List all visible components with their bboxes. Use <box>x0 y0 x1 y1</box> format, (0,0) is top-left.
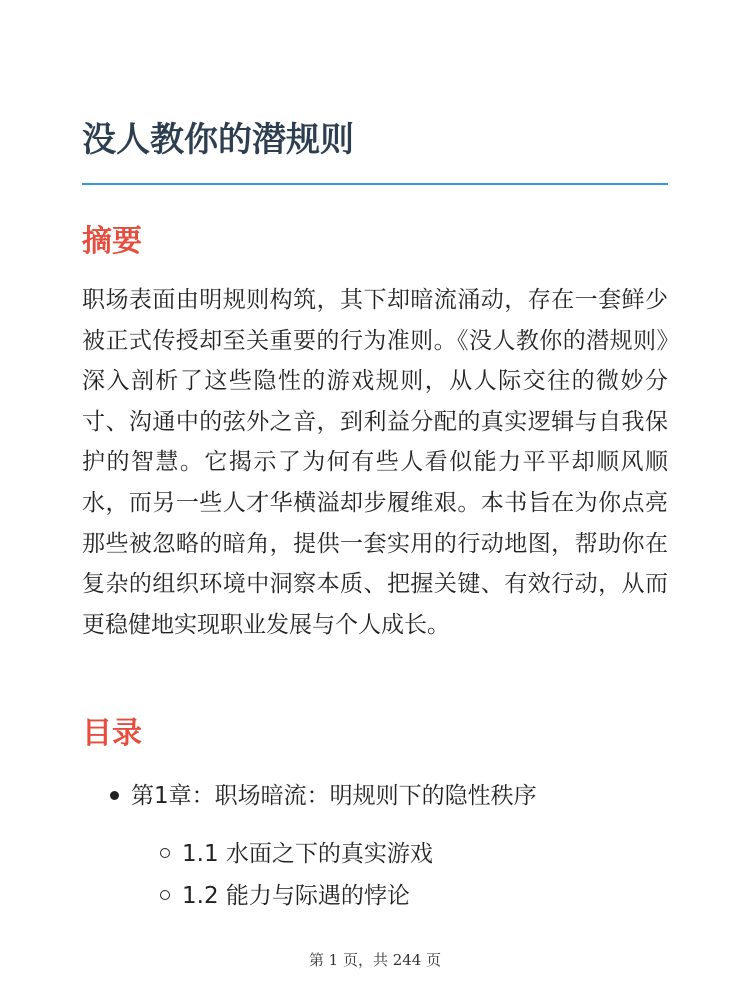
document-title: 没人教你的潜规则 <box>82 120 354 160</box>
toc-heading: 目录 <box>82 716 142 751</box>
toc-section-label: 1.2 能力与际遇的悖论 <box>182 883 410 909</box>
toc-chapter-item[interactable] <box>110 780 537 812</box>
toc-section-label: 1.1 水面之下的真实游戏 <box>182 841 433 867</box>
toc-section-item[interactable] <box>160 838 433 870</box>
toc-section-item[interactable] <box>160 880 410 912</box>
title-divider <box>82 183 668 185</box>
circle-bullet-icon <box>160 848 170 858</box>
abstract-paragraph: 职场表面由明规则构筑，其下却暗流涌动，存在一套鲜少被正式传授却至关重要的行为准则。《没人教你的潜规则》深入剖析了这些隐性的游戏规则，从人际交往的微妙分寸、沟通中的弦外之音，到利益分配的真实逻辑与自我保护的智慧。它揭示了为何有些人看似能力平平却顺风顺水，而另一些人才华横溢却步履维艰。本书旨在为你点亮那些被忽略的暗角，提供一套实用的行动地图，帮助你在复杂的组织环境中洞察本质、把握关键、有效行动，从而更稳健地实现职业发展与个人成长。 <box>82 287 668 638</box>
abstract-heading: 摘要 <box>82 224 142 259</box>
circle-bullet-icon <box>160 890 170 900</box>
disc-bullet-icon <box>110 791 119 800</box>
toc-chapter-label: 第1章：职场暗流：明规则下的隐性秩序 <box>131 783 537 809</box>
page-number-footer: 第 1 页，共 244 页 <box>308 951 442 969</box>
